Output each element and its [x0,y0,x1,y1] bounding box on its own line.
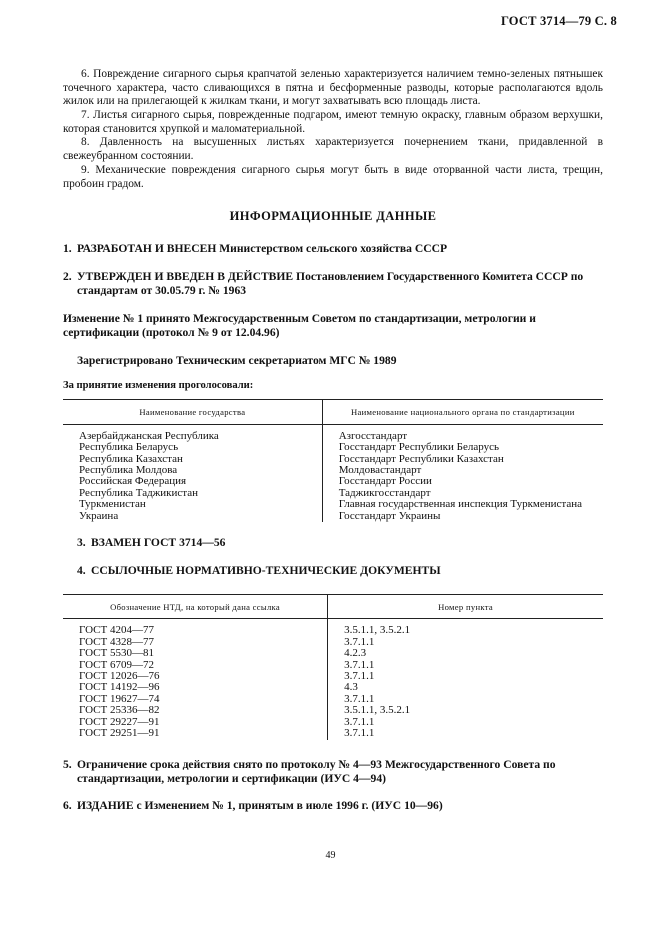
clause-number: 3.7.1.1 [344,727,375,740]
item-text: УТВЕРЖДЕН И ВВЕДЕН В ДЕЙСТВИЕ Постановлением Государственного Комитета СССР по стандартам от 30.05.79 г. № 1963 [77,270,584,297]
item-text: Ограничение срока действия снято по протоколу № 4—93 Межгосударственного Совета по стандартизации, метрологии и сертификации (ИУС 4—94) [77,757,556,785]
item-text: РАЗРАБОТАН И ВНЕСЕН Министерством сельского хозяйства СССР [77,242,448,256]
state-name: Республика Беларусь [79,441,179,454]
clause-number: 3.7.1.1 [344,715,375,728]
document-body [63,68,603,813]
item-number: 1. [63,242,72,256]
clause-number: 3.5.1.1, 3.5.2.1 [344,624,411,637]
info-item-4 [63,564,603,578]
agency-name: Главная государственная инспекция Туркменистана [338,498,583,511]
state-name: Российская Федерация [79,475,187,488]
agency-name: Таджикгосстандарт [338,486,431,499]
document-designation: ГОСТ 14192—96 [79,681,160,694]
voting-states-table [63,399,603,522]
clause-number: 3.7.1.1 [344,692,375,705]
clause-number: 4.2.3 [344,647,367,660]
item-text: ИЗДАНИЕ с Изменением № 1, принятым в июле 1996 г. (ИУС 10—96) [77,799,443,813]
item-number: 4. [77,564,86,578]
document-designation: ГОСТ 5530—81 [79,647,154,660]
state-name: Украина [79,509,119,522]
agency-name: Азгосстандарт [338,429,408,442]
agency-name: Госстандарт Украины [338,509,441,522]
voted-label: За принятие изменения проголосовали: [63,379,254,391]
column-header-clause: Номер пункта [328,594,603,618]
info-item-3 [63,536,603,550]
document-designation: ГОСТ 29251—91 [79,727,160,740]
documents-cell [63,619,328,740]
section-title: ИНФОРМАЦИОННЫЕ ДАННЫЕ [229,209,437,224]
agency-name: Молдовастандарт [338,463,422,476]
page-header: ГОСТ 3714—79 С. 8 [500,14,617,28]
document-designation: ГОСТ 4204—77 [79,624,154,637]
info-item-1 [63,242,603,256]
agency-name: Госстандарт Республики Казахстан [338,452,504,465]
agency-name: Госстандарт Республики Беларусь [338,441,499,454]
info-item-2 [63,270,603,298]
amendment-note: Изменение № 1 принято Межгосударственным Советом по стандартизации, метрологии и сертификации (протокол № 9 от 12.04.96) [63,311,536,339]
item-text: ССЫЛОЧНЫЕ НОРМАТИВНО-ТЕХНИЧЕСКИЕ ДОКУМЕНТЫ [91,564,441,578]
table-row [63,424,603,522]
document-designation: ГОСТ 12026—76 [79,670,160,683]
clause-number: 3.7.1.1 [344,658,375,671]
state-name: Республика Таджикистан [79,486,198,499]
column-header-document: Обозначение НТД, на который дана ссылка [63,594,328,618]
document-designation: ГОСТ 25336—82 [79,704,160,717]
agency-name: Госстандарт России [338,475,432,488]
paragraph-6: 6. Повреждение сигарного сырья крапчатой зеленью характеризуется наличием темно-зеленых пятнышек точечного характера, часто сливающихся в пятна и бесформенные разводы, которые располагаются вдоль жилок или на прилегающей к жилкам ткани, и могут захватывать всю площадь листа. [63,68,603,108]
table-row [63,619,603,740]
state-name: Республика Казахстан [79,452,183,465]
item-text: ВЗАМЕН ГОСТ 3714—56 [91,536,226,550]
document-designation: ГОСТ 29227—91 [79,715,160,728]
clause-number: 4.3 [344,681,358,694]
state-name: Туркменистан [79,498,146,511]
column-header-agency: Наименование национального органа по стандартизации [322,400,603,424]
clauses-cell [328,619,603,740]
info-item-5 [63,758,603,786]
item-number: 6. [63,799,72,813]
states-cell [63,424,322,522]
document-designation: ГОСТ 19627—74 [79,692,160,705]
paragraph-9: 9. Механические повреждения сигарного сырья могут быть в виде оторванной части листа, трещин, пробоин градом. [63,163,603,190]
referenced-documents-table [63,594,603,740]
item-number: 5. [63,757,72,771]
paragraph-7: 7. Листья сигарного сырья, поврежденные подгаром, имеют темную окраску, главным образом верхушки, которая становится хрупкой и маломатериальной. [63,109,603,135]
clause-number: 3.7.1.1 [344,635,375,648]
item-number: 2. [63,270,72,284]
document-designation: ГОСТ 6709—72 [79,658,154,671]
state-name: Республика Молдова [79,463,178,476]
paragraph-8: 8. Давленность на высушенных листьях характеризуется почернением ткани, придавленной в свежеубранном состоянии. [63,136,603,163]
column-header-state: Наименование государства [63,400,322,424]
item-number: 3. [77,536,86,550]
clause-number: 3.7.1.1 [344,670,375,683]
agencies-cell [322,424,603,522]
document-designation: ГОСТ 4328—77 [79,635,154,648]
registration-note: Зарегистрировано Техническим секретариатом МГС № 1989 [77,353,397,367]
info-item-6 [63,799,603,813]
page-number: 49 [325,850,336,861]
clause-number: 3.5.1.1, 3.5.2.1 [344,704,411,717]
state-name: Азербайджанская Республика [79,429,219,442]
